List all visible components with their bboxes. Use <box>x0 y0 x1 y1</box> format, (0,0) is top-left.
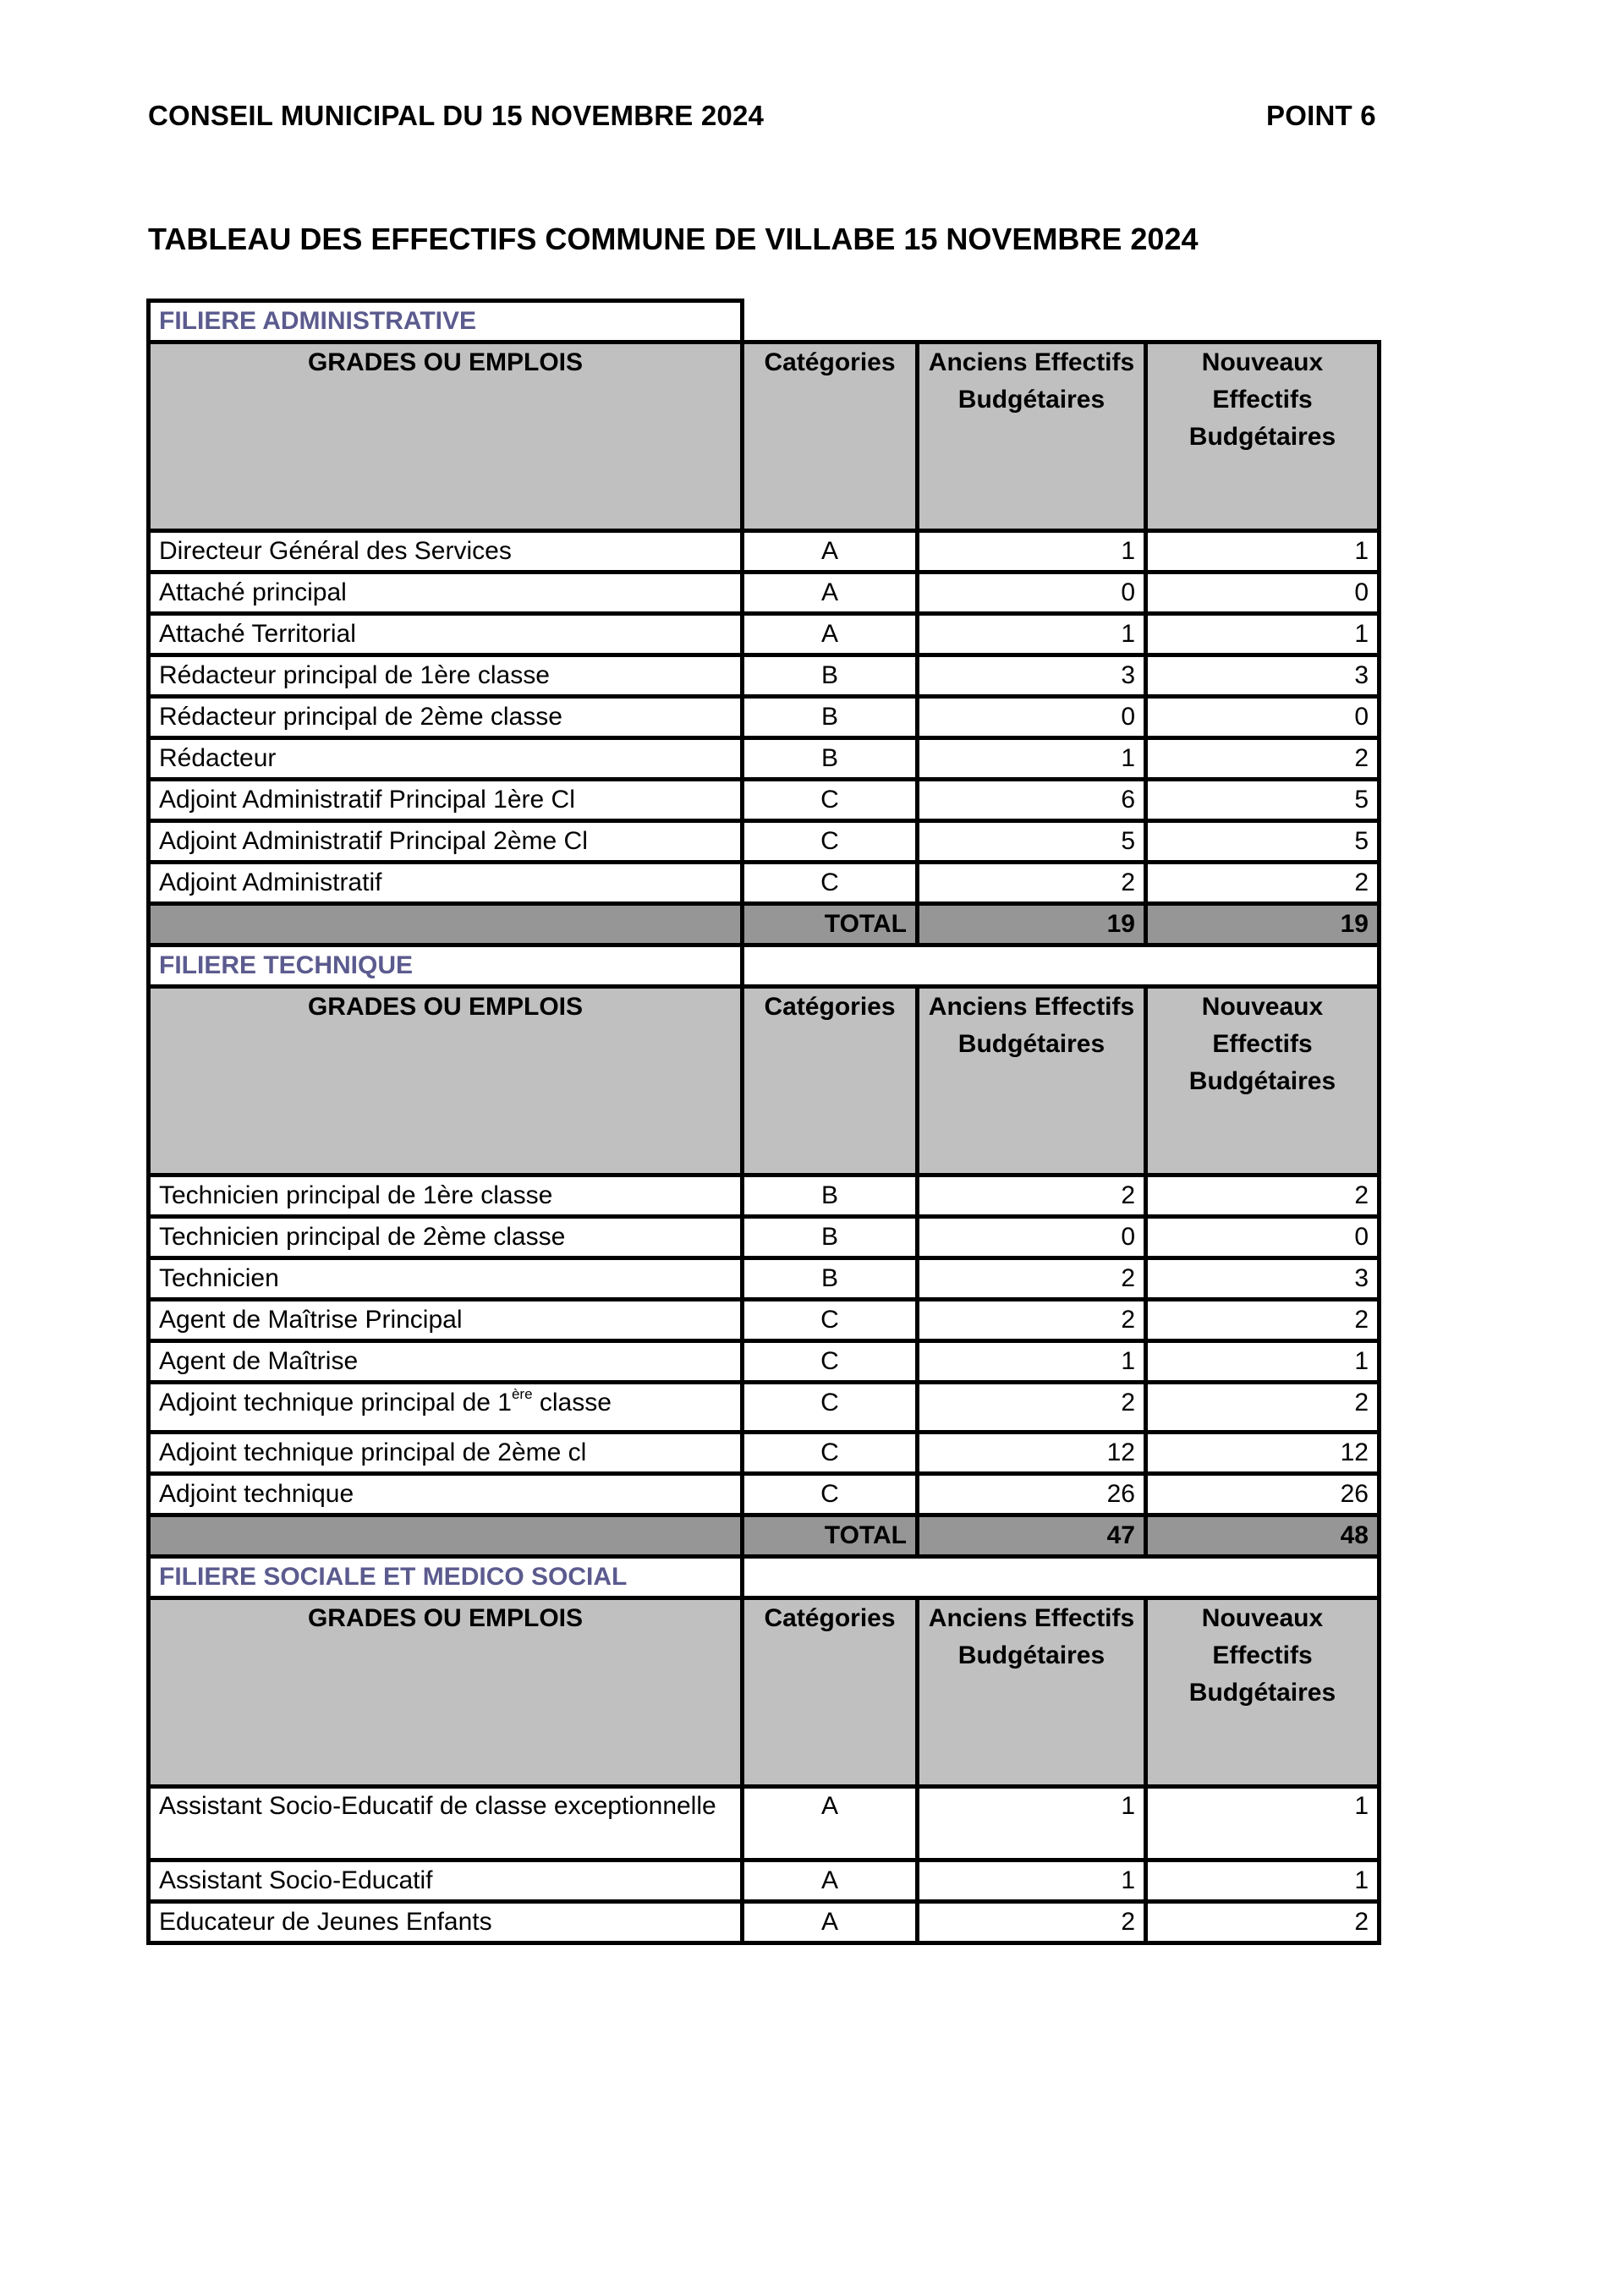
anciens-cell: 1 <box>918 1787 1146 1860</box>
category-cell: C <box>743 780 918 821</box>
anciens-cell: 3 <box>918 655 1146 697</box>
grade-cell: Adjoint technique principal de 2ème cl <box>149 1433 743 1474</box>
header-nouveaux: Nouveaux Effectifs Budgétaires <box>1146 342 1380 531</box>
header-anciens: Anciens Effectifs Budgétaires <box>918 987 1146 1175</box>
anciens-cell: 0 <box>918 1217 1146 1258</box>
category-cell: B <box>743 655 918 697</box>
nouveaux-cell: 26 <box>1146 1474 1380 1515</box>
grade-cell: Adjoint Administratif <box>149 863 743 904</box>
anciens-cell: 12 <box>918 1433 1146 1474</box>
header-grade: GRADES OU EMPLOIS <box>149 987 743 1175</box>
category-cell: C <box>743 821 918 863</box>
total-anciens: 47 <box>918 1515 1146 1557</box>
nouveaux-cell: 2 <box>1146 1175 1380 1217</box>
table-row <box>149 1341 1380 1383</box>
table-row <box>149 1860 1380 1902</box>
grade-cell: Rédacteur principal de 1ère classe <box>149 655 743 697</box>
nouveaux-cell: 2 <box>1146 863 1380 904</box>
point-number: POINT 6 <box>1266 100 1376 131</box>
anciens-cell: 1 <box>918 738 1146 780</box>
category-cell: A <box>743 531 918 573</box>
anciens-cell: 2 <box>918 1383 1146 1433</box>
nouveaux-cell: 2 <box>1146 1383 1380 1433</box>
header-categorie: Catégories <box>743 1598 918 1787</box>
total-label: TOTAL <box>743 904 918 945</box>
category-cell: C <box>743 1383 918 1433</box>
grade-cell: Agent de Maîtrise <box>149 1341 743 1383</box>
grade-cell: Agent de Maîtrise Principal <box>149 1300 743 1341</box>
column-header-row <box>149 987 1380 1175</box>
anciens-cell: 0 <box>918 573 1146 614</box>
section-row-technique <box>149 945 1380 987</box>
header-grade: GRADES OU EMPLOIS <box>149 342 743 531</box>
anciens-cell: 2 <box>918 1175 1146 1217</box>
table-row <box>149 1175 1380 1217</box>
table-row <box>149 1787 1380 1860</box>
nouveaux-cell: 0 <box>1146 697 1380 738</box>
category-cell: C <box>743 1341 918 1383</box>
anciens-cell: 2 <box>918 863 1146 904</box>
grade-cell: Technicien principal de 1ère classe <box>149 1175 743 1217</box>
anciens-cell: 2 <box>918 1258 1146 1300</box>
grade-cell: Directeur Général des Services <box>149 531 743 573</box>
anciens-cell: 1 <box>918 1341 1146 1383</box>
table-row <box>149 1300 1380 1341</box>
nouveaux-cell: 5 <box>1146 821 1380 863</box>
header-anciens: Anciens Effectifs Budgétaires <box>918 342 1146 531</box>
grade-cell: Educateur de Jeunes Enfants <box>149 1902 743 1943</box>
grade-cell: Attaché Territorial <box>149 614 743 655</box>
table-row <box>149 531 1380 573</box>
nouveaux-cell: 3 <box>1146 655 1380 697</box>
section-row-administrative <box>149 301 1380 342</box>
grade-cell: Adjoint technique principal de 1ère classe <box>149 1383 743 1433</box>
header-nouveaux: Nouveaux Effectifs Budgétaires <box>1146 987 1380 1175</box>
anciens-cell: 2 <box>918 1902 1146 1943</box>
section-label: FILIERE ADMINISTRATIVE <box>149 301 743 342</box>
grade-cell: Rédacteur principal de 2ème classe <box>149 697 743 738</box>
nouveaux-cell: 3 <box>1146 1258 1380 1300</box>
category-cell: C <box>743 1433 918 1474</box>
table-row <box>149 863 1380 904</box>
nouveaux-cell: 2 <box>1146 1902 1380 1943</box>
category-cell: A <box>743 573 918 614</box>
total-label: TOTAL <box>743 1515 918 1557</box>
total-row <box>149 1515 1380 1557</box>
anciens-cell: 1 <box>918 614 1146 655</box>
grade-cell: Rédacteur <box>149 738 743 780</box>
nouveaux-cell: 2 <box>1146 1300 1380 1341</box>
anciens-cell: 26 <box>918 1474 1146 1515</box>
grade-cell: Assistant Socio-Educatif de classe exceptionnelle <box>149 1787 743 1860</box>
category-cell: A <box>743 1860 918 1902</box>
grade-cell: Technicien principal de 2ème classe <box>149 1217 743 1258</box>
total-anciens: 19 <box>918 904 1146 945</box>
table-row <box>149 1383 1380 1433</box>
column-header-row <box>149 342 1380 531</box>
page-title: TABLEAU DES EFFECTIFS COMMUNE DE VILLABE 15 NOVEMBRE 2024 <box>148 222 1199 256</box>
table-row <box>149 1258 1380 1300</box>
nouveaux-cell: 1 <box>1146 1341 1380 1383</box>
table-row <box>149 697 1380 738</box>
anciens-cell: 6 <box>918 780 1146 821</box>
nouveaux-cell: 1 <box>1146 1787 1380 1860</box>
nouveaux-cell: 5 <box>1146 780 1380 821</box>
category-cell: A <box>743 1787 918 1860</box>
total-nouveaux: 48 <box>1146 1515 1380 1557</box>
table-row <box>149 1474 1380 1515</box>
total-row <box>149 904 1380 945</box>
grade-cell: Adjoint technique <box>149 1474 743 1515</box>
category-cell: C <box>743 1300 918 1341</box>
header-anciens: Anciens Effectifs Budgétaires <box>918 1598 1146 1787</box>
nouveaux-cell: 1 <box>1146 614 1380 655</box>
category-cell: B <box>743 738 918 780</box>
anciens-cell: 5 <box>918 821 1146 863</box>
meeting-header: CONSEIL MUNICIPAL DU 15 NOVEMBRE 2024 <box>148 100 765 131</box>
grade-cell: Adjoint Administratif Principal 2ème Cl <box>149 821 743 863</box>
section-label: FILIERE SOCIALE ET MEDICO SOCIAL <box>149 1557 743 1598</box>
section-label: FILIERE TECHNIQUE <box>149 945 743 987</box>
table-row <box>149 738 1380 780</box>
nouveaux-cell: 12 <box>1146 1433 1380 1474</box>
category-cell: B <box>743 1217 918 1258</box>
category-cell: C <box>743 1474 918 1515</box>
header-categorie: Catégories <box>743 987 918 1175</box>
header-categorie: Catégories <box>743 342 918 531</box>
anciens-cell: 1 <box>918 1860 1146 1902</box>
table-row <box>149 573 1380 614</box>
category-cell: B <box>743 697 918 738</box>
column-header-row <box>149 1598 1380 1787</box>
nouveaux-cell: 1 <box>1146 531 1380 573</box>
nouveaux-cell: 1 <box>1146 1860 1380 1902</box>
grade-cell: Assistant Socio-Educatif <box>149 1860 743 1902</box>
category-cell: B <box>743 1258 918 1300</box>
total-nouveaux: 19 <box>1146 904 1380 945</box>
anciens-cell: 0 <box>918 697 1146 738</box>
anciens-cell: 2 <box>918 1300 1146 1341</box>
category-cell: A <box>743 1902 918 1943</box>
grade-cell: Adjoint Administratif Principal 1ère Cl <box>149 780 743 821</box>
table-row <box>149 1217 1380 1258</box>
table-row <box>149 614 1380 655</box>
staff-table <box>146 299 1381 1945</box>
nouveaux-cell: 2 <box>1146 738 1380 780</box>
table-row <box>149 821 1380 863</box>
table-row <box>149 1433 1380 1474</box>
grade-cell: Attaché principal <box>149 573 743 614</box>
grade-cell: Technicien <box>149 1258 743 1300</box>
section-row-sociale <box>149 1557 1380 1598</box>
category-cell: A <box>743 614 918 655</box>
table-row <box>149 1902 1380 1943</box>
table-row <box>149 780 1380 821</box>
header-grade: GRADES OU EMPLOIS <box>149 1598 743 1787</box>
category-cell: C <box>743 863 918 904</box>
header-nouveaux: Nouveaux Effectifs Budgétaires <box>1146 1598 1380 1787</box>
table-row <box>149 655 1380 697</box>
category-cell: B <box>743 1175 918 1217</box>
nouveaux-cell: 0 <box>1146 573 1380 614</box>
nouveaux-cell: 0 <box>1146 1217 1380 1258</box>
anciens-cell: 1 <box>918 531 1146 573</box>
